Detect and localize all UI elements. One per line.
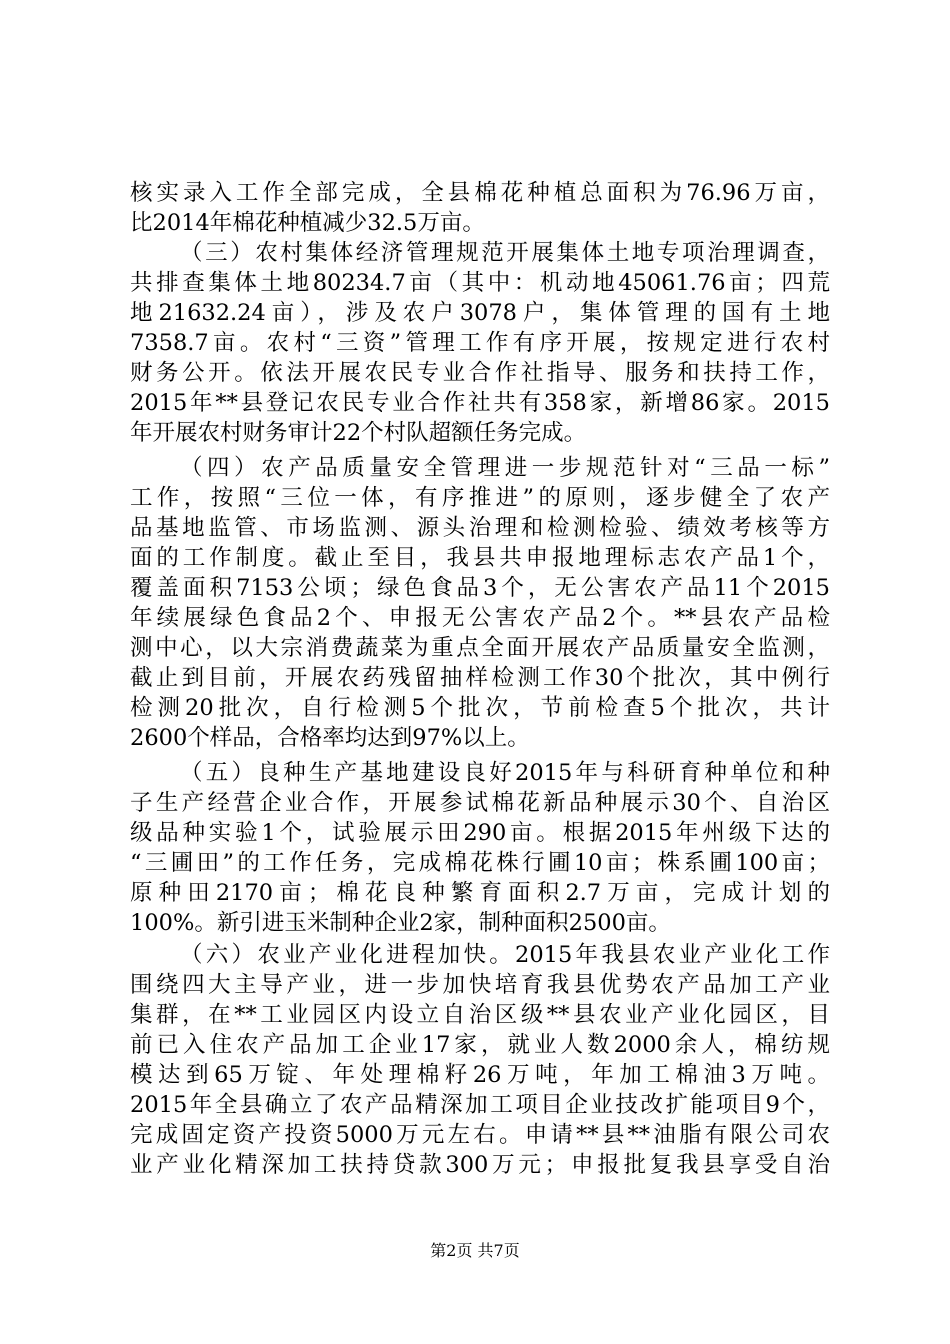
text-line: 模达到65万锭、年处理棉籽26万吨，年加工棉油3万吨。 <box>130 1062 830 1088</box>
paragraph-heading-5: （五）良种生产基地建设良好2015年与科研育种单位和种 <box>180 760 830 786</box>
text-line: 年续展绿色食品2个、申报无公害农产品2个。**县农产品检 <box>130 605 830 631</box>
text-line: 检测20批次，自行检测5个批次，节前检查5个批次，共计 <box>130 695 830 721</box>
text-line: 截止到目前，开展农药残留抽样检测工作30个批次，其中例行 <box>130 665 830 691</box>
text-line: 比2014年棉花种植减少32.5万亩。 <box>130 210 485 236</box>
text-line: 7358.7亩。农村“三资”管理工作有序开展，按规定进行农村 <box>130 330 830 356</box>
text-line: 地21632.24亩），涉及农户3078户，集体管理的国有土地 <box>130 300 830 326</box>
text-line: 2015年全县确立了农产品精深加工项目企业技改扩能项目9个， <box>130 1092 830 1118</box>
page-number-footer: 第2页 共7页 <box>430 1241 520 1260</box>
text-line: 核实录入工作全部完成，全县棉花种植总面积为76.96万亩， <box>130 180 830 206</box>
text-line: 围绕四大主导产业，进一步加快培育我县优势农产品加工产业 <box>130 972 830 998</box>
text-line: 2600个样品，合格率均达到97%以上。 <box>130 725 530 751</box>
paragraph-heading-6: （六）农业产业化进程加快。2015年我县农业产业化工作 <box>180 942 830 968</box>
text-line: 级品种实验1个，试验展示田290亩。根据2015年州级下达的 <box>130 820 830 846</box>
text-line: 财务公开。依法开展农民专业合作社指导、服务和扶持工作， <box>130 360 830 386</box>
text-line: 测中心，以大宗消费蔬菜为重点全面开展农产品质量安全监测， <box>130 635 830 661</box>
text-line: 前已入住农产品加工企业17家，就业人数2000余人，棉纺规 <box>130 1032 830 1058</box>
text-line: 100%。新引进玉米制种企业2家，制种面积2500亩。 <box>130 910 671 936</box>
text-line: 原种田2170亩；棉花良种繁育面积2.7万亩，完成计划的 <box>130 880 830 906</box>
text-line: 完成固定资产投资5000万元左右。申请**县**油脂有限公司农 <box>130 1122 830 1148</box>
text-line: 集群，在**工业园区内设立自治区级**县农业产业化园区，目 <box>130 1002 830 1028</box>
text-line: 年开展农村财务审计22个村队超额任务完成。 <box>130 420 587 446</box>
text-line: 面的工作制度。截止至目，我县共申报地理标志农产品1个， <box>130 545 830 571</box>
paragraph-heading-4: （四）农产品质量安全管理进一步规范针对“三品一标” <box>180 455 830 481</box>
text-line: 子生产经营企业合作，开展参试棉花新品种展示30个、自治区 <box>130 790 830 816</box>
text-line: 业产业化精深加工扶持贷款300万元；申报批复我县享受自治 <box>130 1152 830 1178</box>
text-line: 2015年**县登记农民专业合作社共有358家，新增86家。2015 <box>130 390 830 416</box>
text-line: 工作，按照“三位一体，有序推进”的原则，逐步健全了农产 <box>130 485 830 511</box>
text-line: 共排查集体土地80234.7亩（其中：机动地45061.76亩；四荒 <box>130 270 830 296</box>
text-line: 覆盖面积7153公顷；绿色食品3个，无公害农产品11个2015 <box>130 575 830 601</box>
text-line: 品基地监管、市场监测、源头治理和检测检验、绩效考核等方 <box>130 515 830 541</box>
paragraph-heading-3: （三）农村集体经济管理规范开展集体土地专项治理调查， <box>180 240 830 266</box>
text-line: “三圃田”的工作任务，完成棉花株行圃10亩；株系圃100亩； <box>130 850 830 876</box>
